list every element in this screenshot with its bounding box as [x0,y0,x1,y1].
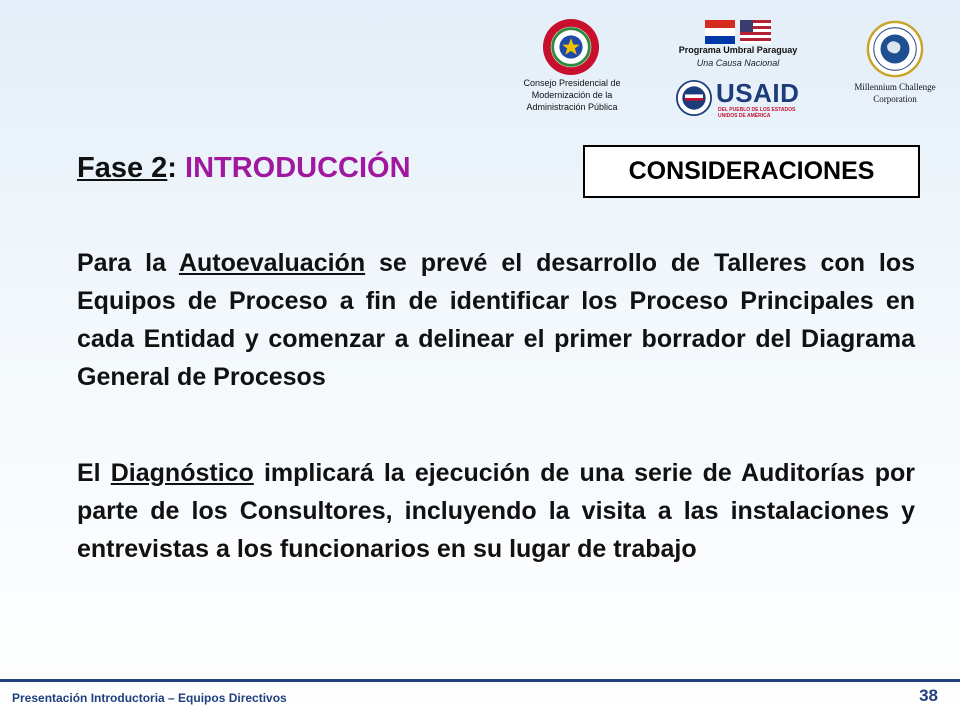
considerations-badge: CONSIDERACIONES [583,145,920,198]
flags-icon [705,20,771,44]
usaid-tagline-line-2: UNIDOS DE AMÉRICA [718,113,771,119]
paraguay-flag-icon [705,20,735,44]
page-title [77,152,411,185]
footer-title: Presentación Introductoria – Equipos Directivos [12,691,287,705]
council-line-3: Administración Pública [526,102,618,112]
paragraph-2-post: implicará la ejecución de una serie de Auditorías por parte de los Consultores, incluyendo la visita a las instalaciones y entrevistas a los funcionarios en su lugar de trabajo [77,459,915,563]
mcc-line-2: Corporation [873,94,917,104]
phase-label: Fase 2 [77,152,168,184]
mcc-name [830,81,960,105]
program-title: Programa Umbral Paraguay [678,45,798,55]
paragraph-1-post: se prevé el desarrollo de Talleres con los Equipos de Proceso a fin de identificar los Proceso Principales en cada Entidad y comenzar a delinear el primer borrador del Diagrama General de Procesos [77,249,915,391]
footer-divider [0,679,960,682]
page-number: 38 [919,686,938,705]
council-line-2: Modernización de la [531,90,613,100]
mcc-seal-icon [866,20,924,78]
paragraph-autoevaluation [77,244,915,396]
mcc-line-1: Millennium Challenge [854,82,936,92]
usaid-wordmark: USAID [716,78,800,108]
paraguay-seal-icon [542,18,600,76]
paragraph-1-pre: Para la [77,249,179,277]
paragraph-1-term: Autoevaluación [178,249,366,277]
topic-label: INTRODUCCIÓN [185,152,411,184]
usa-flag-icon [740,20,771,44]
council-name [492,77,652,113]
usaid-tagline [718,107,818,119]
council-line-1: Consejo Presidencial de [523,78,621,88]
usaid-seal-icon [676,80,712,116]
title-separator: : [167,152,186,184]
paragraph-diagnostic [77,454,915,568]
program-subtitle: Una Causa Nacional [696,58,780,68]
usaid-tagline-line-1: DEL PUEBLO DE LOS ESTADOS [718,107,796,113]
paragraph-2-term: Diagnóstico [110,459,254,487]
paragraph-2-pre: El [77,459,111,487]
